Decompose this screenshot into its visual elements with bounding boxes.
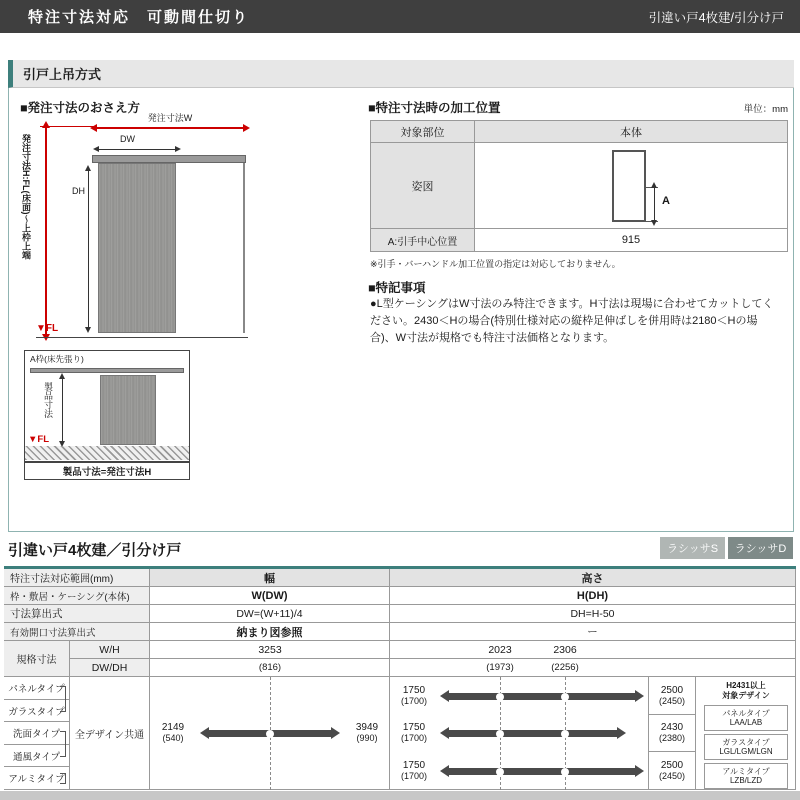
height-range-bar-2 [448, 730, 618, 737]
formula-width-value: DW=(W+11)/4 [150, 605, 390, 623]
page-subtitle: 引違い戸4枚建/引分け戸 [648, 10, 784, 25]
width-min-sub: (540) [162, 733, 184, 743]
handle-center-label: A:引手中心位置 [371, 229, 475, 251]
width-min-label [150, 722, 196, 744]
side-note-group-glass [704, 734, 788, 760]
standard-dim-label: 規格寸法 [4, 641, 70, 677]
height-min-label-2 [390, 722, 438, 744]
processing-note: ※引手・バーハンドル加工位置の指定は対応しておりません。 [370, 259, 621, 269]
height-dot-3b [561, 768, 569, 776]
std-dh2-value: (2256) [551, 662, 579, 673]
spec-section-title: 引違い戸4枚建／引分け戸 [8, 542, 182, 559]
height-min-3: 1750 [402, 760, 426, 771]
a-frame-label: A枠(床先張り) [30, 354, 84, 364]
height-max-box-1 [648, 677, 696, 715]
height-dot-1b [561, 693, 569, 701]
frame-height-value: H(DH) [390, 587, 796, 605]
dh-arrow [88, 170, 89, 328]
formula-row-label: 寸法算出式 [4, 605, 150, 623]
height-min-1: 1750 [402, 685, 426, 696]
std-dw-value: (816) [258, 662, 282, 673]
side-note-header [696, 681, 796, 701]
std-h2-value: 2306 [553, 643, 577, 656]
opening-width-value: 納まり図参照 [150, 623, 390, 641]
fl-marker-2: ▼FL [28, 434, 50, 445]
order-dimension-heading: ■発注寸法のおさえ方 [20, 101, 141, 115]
door-panel-small [100, 375, 156, 445]
a-dimension-label: A [662, 195, 670, 207]
side-note-panel-value: LAA/LAB [729, 718, 763, 727]
opening-row-label: 有効開口寸法算出式 [4, 623, 150, 641]
side-note-group-panel [704, 705, 788, 731]
page-header-bar [0, 0, 800, 33]
frame-row-label: 枠・敷居・ケーシング(本体) [4, 587, 150, 605]
height-min-2-sub: (1700) [400, 733, 427, 743]
remarks-heading: ■特記事項 [368, 281, 426, 295]
page-bottom-edge [0, 791, 800, 800]
figure-cell [475, 143, 787, 229]
col-height-header: 高さ [390, 569, 796, 587]
all-designs-cell: 全デザイン共通 [70, 677, 150, 790]
section-title-bar [8, 60, 794, 88]
tab-lasissa-d[interactable]: ラシッサD [728, 537, 793, 559]
group-bracket-3 [60, 773, 66, 784]
height-min-1-sub: (1700) [400, 696, 427, 706]
height-max-3: 2500 [660, 759, 684, 771]
height-max-1: 2500 [660, 684, 684, 696]
height-max-box-2 [648, 715, 696, 752]
processing-heading: ■特注寸法時の加工位置 [368, 101, 501, 115]
door-outline [612, 150, 646, 222]
product-dim-arrow [62, 378, 63, 442]
height-max-1-sub: (2450) [658, 695, 685, 706]
col-header-body: 本体 [475, 121, 787, 143]
order-height-arrow [45, 127, 47, 335]
col-width-header: 幅 [150, 569, 390, 587]
height-max-box-3 [648, 752, 696, 790]
range-header: 特注寸法対応範囲(mm) [4, 569, 150, 587]
door-type-washroom: 洗面タイプ [4, 722, 70, 745]
height-max-3-sub: (2450) [658, 770, 685, 781]
door-track-rail [92, 155, 246, 163]
floor-hatch [25, 446, 189, 460]
door-type-glass: ガラスタイプ [4, 700, 70, 722]
width-min: 2149 [161, 722, 185, 733]
dw-label: DW [120, 134, 135, 144]
row-figure-label: 姿図 [371, 143, 475, 229]
a-dimension-arrow [654, 187, 655, 221]
width-max-sub: (990) [356, 733, 378, 743]
height-max-2-sub: (2380) [658, 733, 685, 743]
side-note-panel-label: パネルタイプ [722, 708, 770, 718]
side-note-cell [696, 677, 796, 790]
section-title: 引戸上吊方式 [23, 67, 102, 82]
side-note-glass-label: ガラスタイプ [722, 737, 770, 747]
side-note-header-2: 対象デザイン [722, 691, 770, 700]
height-min-2: 1750 [402, 722, 426, 733]
height-min-label-3 [390, 760, 438, 782]
tab-lasissa-s[interactable]: ラシッサS [660, 537, 725, 559]
order-width-label: 発注寸法W [147, 113, 193, 123]
width-max-label [344, 722, 390, 744]
remarks-bullet: ●L型ケーシングはW寸法のみ特注できます。H寸法は現場に合わせてカットしてください。2430＜Hの場合(特別仕様対応の縦枠足伸ばしを併用時は2180＜Hの場合)、W寸法が規格でも特注寸法価格となります。 [370, 298, 774, 345]
height-max-2: 2430 [660, 722, 684, 733]
track-rail-small [30, 368, 184, 373]
height-dot-2b [561, 730, 569, 738]
door-type-ventilation: 通風タイプ [4, 745, 70, 767]
side-note-aluminum-value: LZB/LZD [729, 776, 762, 785]
dw-arrow [98, 149, 176, 150]
door-type-panel: パネルタイプ [4, 677, 70, 700]
width-max: 3949 [355, 722, 379, 733]
floor-line [36, 337, 248, 338]
order-width-arrow [96, 127, 244, 129]
opening-height-value: ー [390, 623, 796, 641]
side-note-aluminum-label: アルミタイプ [722, 766, 770, 776]
std-height-cell [390, 641, 796, 659]
height-dot-2a [496, 730, 504, 738]
page-title: 特注寸法対応 可動間仕切り [28, 9, 250, 26]
group-bracket-1 [60, 686, 66, 712]
handle-center-value: 915 [475, 229, 787, 251]
side-note-group-aluminum [704, 763, 788, 789]
frame-width-value: W(DW) [150, 587, 390, 605]
wh-row-label: W/H [70, 641, 150, 659]
product-formula-bar: 製品寸法=発注寸法H [24, 462, 190, 480]
side-note-glass-value: LGL/LGM/LGN [719, 747, 773, 756]
door-type-aluminum: アルミタイプ [4, 767, 70, 790]
col-header-part: 対象部位 [371, 121, 475, 143]
std-dw-cell [150, 659, 390, 677]
std-width-value: 3253 [258, 643, 282, 656]
height-range-bar-1 [448, 693, 636, 700]
std-dh1-value: (1973) [486, 662, 514, 673]
dwdh-row-label: DW/DH [70, 659, 150, 677]
product-dim-label: 製品寸法 [43, 382, 53, 418]
spec-table [4, 566, 796, 790]
fl-marker: ▼FL [36, 323, 59, 334]
wall-line [243, 163, 245, 333]
formula-height-value: DH=H-50 [390, 605, 796, 623]
door-panel-illustration [98, 163, 176, 333]
height-min-label-1 [390, 685, 438, 707]
processing-table [370, 120, 788, 252]
std-width-cell [150, 641, 390, 659]
height-range-bar-3 [448, 768, 636, 775]
order-height-label: 発注寸法H:FL(床面)～上枠上端 [21, 134, 31, 260]
height-dot-3a [496, 768, 504, 776]
unit-label: 単位：mm [743, 104, 788, 115]
height-min-3-sub: (1700) [400, 771, 427, 781]
std-h1-value: 2023 [488, 643, 512, 656]
dh-label: DH [72, 186, 85, 196]
group-bracket-2 [60, 731, 66, 757]
width-standard-dot [266, 730, 274, 738]
std-dh-cell [390, 659, 796, 677]
height-dot-1a [496, 693, 504, 701]
side-note-header-1: H2431以上 [726, 681, 766, 690]
